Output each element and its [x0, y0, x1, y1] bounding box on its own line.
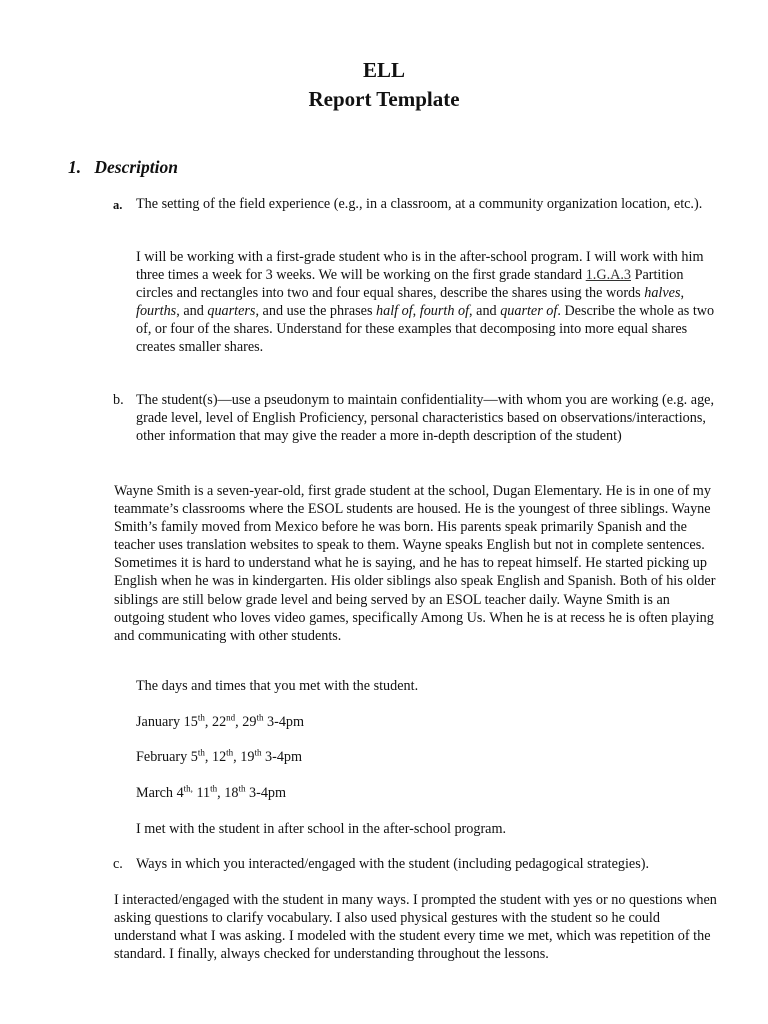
item-a-marker: a.: [113, 198, 123, 212]
mar-time: 3-4pm: [245, 785, 287, 801]
jan-date-2: , 22: [204, 714, 227, 730]
item-a-response: [136, 248, 722, 357]
item-a-response-part2: Partition circles and rectangles into two and four equal shares, describe the shares using the words: [136, 267, 684, 302]
phrase-half-of: half of: [376, 303, 413, 320]
jan-suffix-2: nd: [226, 712, 236, 723]
jan-suffix-1: th: [197, 712, 205, 723]
mar-suffix-3: th: [238, 783, 246, 794]
schedule-location: I met with the student in after school in the after-school program.: [136, 821, 507, 837]
word-quarters: quarters: [207, 303, 256, 320]
schedule-prompt: The days and times that you met with the student.: [136, 678, 419, 694]
item-a-response-part3: , and use the phrases: [255, 303, 377, 320]
mar-date-3: , 18: [217, 785, 239, 801]
document-subtitle: Report Template: [308, 87, 460, 111]
word-fourths: fourths: [136, 303, 177, 320]
schedule-february: [136, 748, 722, 766]
section-heading: [68, 156, 178, 178]
mar-date-2: 11: [192, 785, 211, 801]
section-title: Description: [94, 157, 178, 177]
feb-suffix-3: th: [254, 747, 262, 758]
jan-date-3: , 29: [235, 714, 257, 730]
item-b-response: Wayne Smith is a seven-year-old, first grade student at the school, Dugan Elementary. He is in one of my teammate’s classrooms where the ESOL students are housed. He is the youngest of three siblings. Wayne Smith’s family moved from Mexico before he was born. His parents speak primarily Spanish and the teacher uses translation websites to speak to them. Wayne speaks English but not in complete sentences. Sometimes it is hard to understand what he is saying, and he has to repeat himself. He started picking up English when he was in kindergarten. His older siblings also speak English and Spanish. Both of his older siblings are still below grade level and being served by an ESOL teacher daily. Wayne Smith is an outgoing student who loves video games, specifically Among Us. When he is at recess he is often playing and communicating with other students.: [114, 483, 716, 644]
sep-4: , and: [469, 303, 501, 320]
schedule-march: [136, 784, 722, 802]
item-c-marker: c.: [113, 856, 123, 872]
feb-date-3: , 19: [233, 749, 255, 765]
sep-3: ,: [412, 303, 420, 320]
sep-1: ,: [680, 285, 685, 302]
phrase-quarter-of: quarter of: [500, 303, 558, 320]
item-c-response: I interacted/engaged with the student in many ways. I prompted the student with yes or no questions when asking questions to clarify vocabulary. I also used physical gestures with the student so he could understand what I was asking. I modeled with the student every time we met, which was repetition of the standard. I finally, always checked for understanding throughout the lessons.: [114, 892, 717, 963]
item-a-response-part1: I will be working with a first-grade student who is in the after-school program. I will work with him three times a week for 3 weeks. We will be working on the first grade standard: [136, 249, 704, 284]
mar-date-1: March 4: [136, 785, 184, 801]
document-title: ELL: [362, 58, 406, 82]
feb-date-2: , 12: [204, 749, 227, 765]
item-c-prompt: Ways in which you interacted/engaged with the student (including pedagogical strategies).: [136, 856, 650, 872]
jan-suffix-3: th: [256, 712, 264, 723]
word-halves: halves: [644, 285, 681, 302]
jan-time: 3-4pm: [263, 714, 305, 730]
feb-suffix-2: th: [226, 747, 234, 758]
jan-date-1: January 15: [136, 714, 198, 730]
schedule-january: [136, 713, 722, 731]
sep-2: , and: [176, 303, 208, 320]
mar-suffix-1: th,: [183, 783, 193, 794]
mar-suffix-2: th: [210, 783, 218, 794]
standard-link[interactable]: 1.G.A.3: [585, 267, 632, 284]
feb-time: 3-4pm: [261, 749, 303, 765]
feb-date-1: February 5: [136, 749, 198, 765]
item-a-response-part4: . Describe the whole as two of, or four of the shares. Understand for these examples that decomposing into more equal shares creates smaller shares.: [136, 303, 715, 356]
phrase-fourth-of: fourth of: [419, 303, 470, 320]
feb-suffix-1: th: [197, 747, 205, 758]
item-b-prompt: The student(s)—use a pseudonym to maintain confidentiality—with whom you are working (e.g. age, grade level, level of English Proficiency, personal characteristics based on observations/interactions, other information that may give the reader a more in-depth description of the student): [136, 392, 715, 445]
section-number: 1.: [68, 157, 82, 177]
item-b-marker: b.: [113, 392, 124, 408]
item-a-prompt: The setting of the field experience (e.g., in a classroom, at a community organization location, etc.).: [136, 196, 703, 212]
